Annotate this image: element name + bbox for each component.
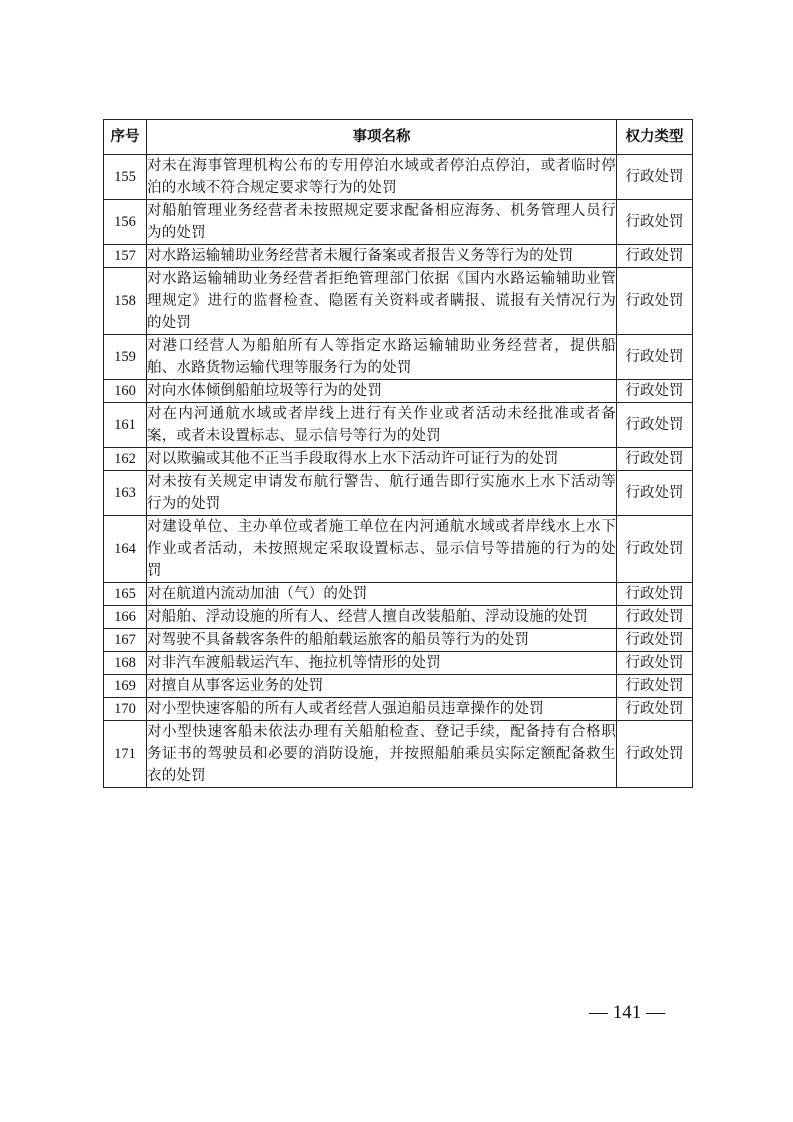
table-row — [104, 403, 693, 448]
row-name: 对非汽车渡船载运汽车、拖拉机等情形的处罚 — [147, 652, 617, 675]
row-type: 行政处罚 — [617, 380, 693, 403]
header-num: 序号 — [104, 120, 147, 155]
row-num: 168 — [104, 652, 147, 675]
row-type: 行政处罚 — [617, 583, 693, 606]
row-num: 155 — [104, 155, 147, 200]
row-num: 162 — [104, 448, 147, 471]
row-name: 对向水体倾倒船舶垃圾等行为的处罚 — [147, 380, 617, 403]
table-header-row — [104, 120, 693, 155]
row-name: 对驾驶不具备载客条件的船舶载运旅客的船员等行为的处罚 — [147, 629, 617, 652]
table-row — [104, 245, 693, 268]
row-num: 158 — [104, 268, 147, 335]
row-name: 对建设单位、主办单位或者施工单位在内河通航水域或者岸线水上水下作业或者活动，未按照规定采取设置标志、显示信号等措施的行为的处罚 — [147, 516, 617, 583]
row-name: 对未按有关规定申请发布航行警告、航行通告即行实施水上水下活动等行为的处罚 — [147, 471, 617, 516]
table-row — [104, 698, 693, 721]
row-name: 对小型快速客船未依法办理有关船舶检查、登记手续，配备持有合格职务证书的驾驶员和必要的消防设施，并按照船舶乘员实际定额配备救生衣的处罚 — [147, 721, 617, 788]
row-type: 行政处罚 — [617, 516, 693, 583]
row-type: 行政处罚 — [617, 629, 693, 652]
row-type: 行政处罚 — [617, 675, 693, 698]
table-row — [104, 652, 693, 675]
row-name: 对港口经营人为船舶所有人等指定水路运输辅助业务经营者，提供船舶、水路货物运输代理等服务行为的处罚 — [147, 335, 617, 380]
row-type: 行政处罚 — [617, 471, 693, 516]
row-num: 169 — [104, 675, 147, 698]
row-num: 164 — [104, 516, 147, 583]
row-name: 对水路运输辅助业务经营者未履行备案或者报告义务等行为的处罚 — [147, 245, 617, 268]
header-type: 权力类型 — [617, 120, 693, 155]
table-row — [104, 721, 693, 788]
row-type: 行政处罚 — [617, 698, 693, 721]
header-name: 事项名称 — [147, 120, 617, 155]
row-name: 对擅自从事客运业务的处罚 — [147, 675, 617, 698]
row-name: 对小型快速客船的所有人或者经营人强迫船员违章操作的处罚 — [147, 698, 617, 721]
row-name: 对水路运输辅助业务经营者拒绝管理部门依据《国内水路运输辅助业管理规定》进行的监督检查、隐匿有关资料或者瞒报、谎报有关情况行为的处罚 — [147, 268, 617, 335]
row-type: 行政处罚 — [617, 245, 693, 268]
table-row — [104, 675, 693, 698]
row-type: 行政处罚 — [617, 268, 693, 335]
row-type: 行政处罚 — [617, 403, 693, 448]
table-row — [104, 471, 693, 516]
row-name: 对在航道内流动加油（气）的处罚 — [147, 583, 617, 606]
row-type: 行政处罚 — [617, 606, 693, 629]
row-num: 167 — [104, 629, 147, 652]
row-num: 159 — [104, 335, 147, 380]
table-row — [104, 200, 693, 245]
row-num: 171 — [104, 721, 147, 788]
table-row — [104, 516, 693, 583]
table-row — [104, 448, 693, 471]
row-num: 170 — [104, 698, 147, 721]
row-type: 行政处罚 — [617, 448, 693, 471]
table-row — [104, 335, 693, 380]
table-row — [104, 380, 693, 403]
row-num: 160 — [104, 380, 147, 403]
row-num: 165 — [104, 583, 147, 606]
row-num: 163 — [104, 471, 147, 516]
row-name: 对未在海事管理机构公布的专用停泊水域或者停泊点停泊，或者临时停泊的水域不符合规定要求等行为的处罚 — [147, 155, 617, 200]
row-num: 157 — [104, 245, 147, 268]
row-type: 行政处罚 — [617, 721, 693, 788]
table-row — [104, 155, 693, 200]
row-num: 156 — [104, 200, 147, 245]
row-num: 166 — [104, 606, 147, 629]
row-name: 对船舶管理业务经营者未按照规定要求配备相应海务、机务管理人员行为的处罚 — [147, 200, 617, 245]
row-type: 行政处罚 — [617, 335, 693, 380]
page-number: — 141 — — [589, 1002, 665, 1023]
row-name: 对船舶、浮动设施的所有人、经营人擅自改装船舶、浮动设施的处罚 — [147, 606, 617, 629]
row-type: 行政处罚 — [617, 652, 693, 675]
row-type: 行政处罚 — [617, 155, 693, 200]
items-table — [103, 119, 693, 788]
table-row — [104, 268, 693, 335]
table-row — [104, 583, 693, 606]
row-name: 对在内河通航水域或者岸线上进行有关作业或者活动未经批准或者备案，或者未设置标志、显示信号等行为的处罚 — [147, 403, 617, 448]
table-row — [104, 629, 693, 652]
row-num: 161 — [104, 403, 147, 448]
row-type: 行政处罚 — [617, 200, 693, 245]
table-row — [104, 606, 693, 629]
row-name: 对以欺骗或其他不正当手段取得水上水下活动许可证行为的处罚 — [147, 448, 617, 471]
